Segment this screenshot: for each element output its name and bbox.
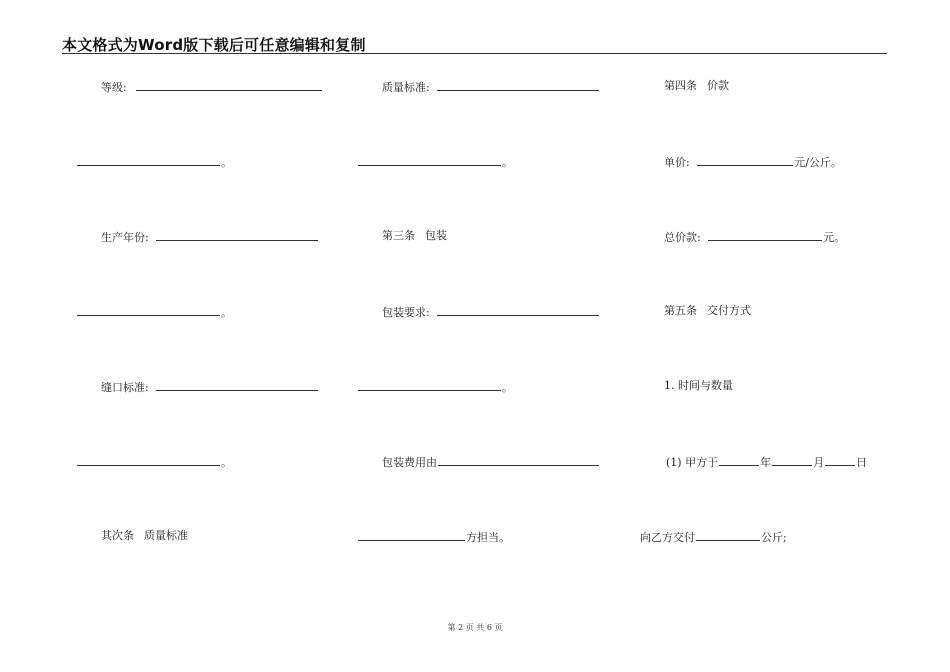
packaging-fee-label: 包装费用由 (382, 456, 437, 469)
production-year-cont-blank[interactable] (77, 304, 220, 316)
article-4-heading (664, 79, 729, 93)
grade-line (101, 79, 323, 95)
total-price-line (664, 229, 845, 245)
day-char: 日 (856, 456, 868, 469)
period: 。 (502, 381, 513, 394)
delivery-quantity-line (640, 529, 787, 545)
total-price-blank[interactable] (708, 229, 822, 241)
packaging-fee-bearer-blank[interactable] (358, 529, 465, 541)
packaging-requirement-cont-blank[interactable] (358, 379, 501, 391)
grade-cont-blank[interactable] (77, 154, 220, 166)
month-blank[interactable] (772, 454, 812, 466)
period: 。 (502, 156, 513, 169)
year-char: 年 (760, 456, 772, 469)
total-price-unit: 元。 (823, 231, 846, 244)
article-2-number: 其次条 (101, 529, 134, 542)
month-char: 月 (813, 456, 825, 469)
article-2-heading (101, 529, 188, 543)
item-1-heading (664, 379, 733, 393)
production-year-line (101, 229, 319, 245)
article-5-title: 交付方式 (707, 304, 751, 317)
unit-price-label: 单价: (664, 156, 690, 169)
quality-standard-line (382, 79, 600, 95)
period: 。 (221, 156, 232, 169)
packaging-requirement-blank[interactable] (437, 304, 599, 316)
article-3-number: 第三条 (382, 229, 415, 242)
seam-standard-blank[interactable] (156, 379, 318, 391)
grade-blank[interactable] (136, 79, 322, 91)
production-year-cont-line (76, 304, 232, 320)
page-mid: 页 共 (465, 623, 485, 632)
delivery-date-prefix: (1) 甲方于 (666, 456, 719, 469)
production-year-label: 生产年份: (101, 231, 149, 244)
header-rule (62, 53, 887, 54)
seam-standard-label: 缝口标准: (101, 381, 149, 394)
period: 。 (221, 306, 232, 319)
quality-standard-cont-blank[interactable] (358, 154, 501, 166)
delivery-quantity-blank[interactable] (696, 529, 760, 541)
quality-standard-cont-line (357, 154, 513, 170)
seam-standard-cont-blank[interactable] (77, 454, 220, 466)
unit-price-blank[interactable] (697, 154, 793, 166)
page-footer (0, 622, 950, 633)
total-price-label: 总价款: (664, 231, 701, 244)
seam-standard-line (101, 379, 319, 395)
packaging-requirement-label: 包装要求: (382, 306, 430, 319)
page-total: 6 (486, 623, 492, 632)
packaging-fee-blank[interactable] (438, 454, 599, 466)
packaging-fee-bearer-line (357, 529, 510, 545)
unit-price-line (664, 154, 842, 170)
period: 。 (221, 456, 232, 469)
day-blank[interactable] (825, 454, 855, 466)
grade-cont-line (76, 154, 232, 170)
page-suffix: 页 (494, 623, 503, 632)
production-year-blank[interactable] (156, 229, 318, 241)
delivery-unit: 公斤; (761, 531, 787, 544)
page-number: 2 (458, 623, 464, 632)
article-3-heading (382, 229, 447, 243)
quality-standard-label: 质量标准: (382, 81, 430, 94)
article-5-heading (664, 304, 751, 318)
quality-standard-blank[interactable] (437, 79, 599, 91)
article-4-title: 价款 (707, 79, 729, 92)
packaging-requirement-line (382, 304, 600, 320)
packaging-requirement-cont-line (357, 379, 513, 395)
page-header-title: 本文格式为Word版下载后可任意编辑和复制 (62, 36, 366, 54)
article-3-title: 包装 (425, 229, 447, 242)
article-2-title: 质量标准 (144, 529, 188, 542)
delivery-prefix: 向乙方交付 (640, 531, 695, 544)
article-4-number: 第四条 (664, 79, 697, 92)
grade-label: 等级: (101, 81, 127, 94)
item-1-text: 1. 时间与数量 (664, 379, 733, 392)
delivery-date-line (666, 454, 867, 470)
bear-text: 方担当。 (466, 531, 510, 544)
seam-standard-cont-line (76, 454, 232, 470)
article-5-number: 第五条 (664, 304, 697, 317)
packaging-fee-line (382, 454, 600, 470)
year-blank[interactable] (719, 454, 759, 466)
page-prefix: 第 (447, 623, 456, 632)
unit-price-unit: 元/公斤。 (794, 156, 842, 169)
